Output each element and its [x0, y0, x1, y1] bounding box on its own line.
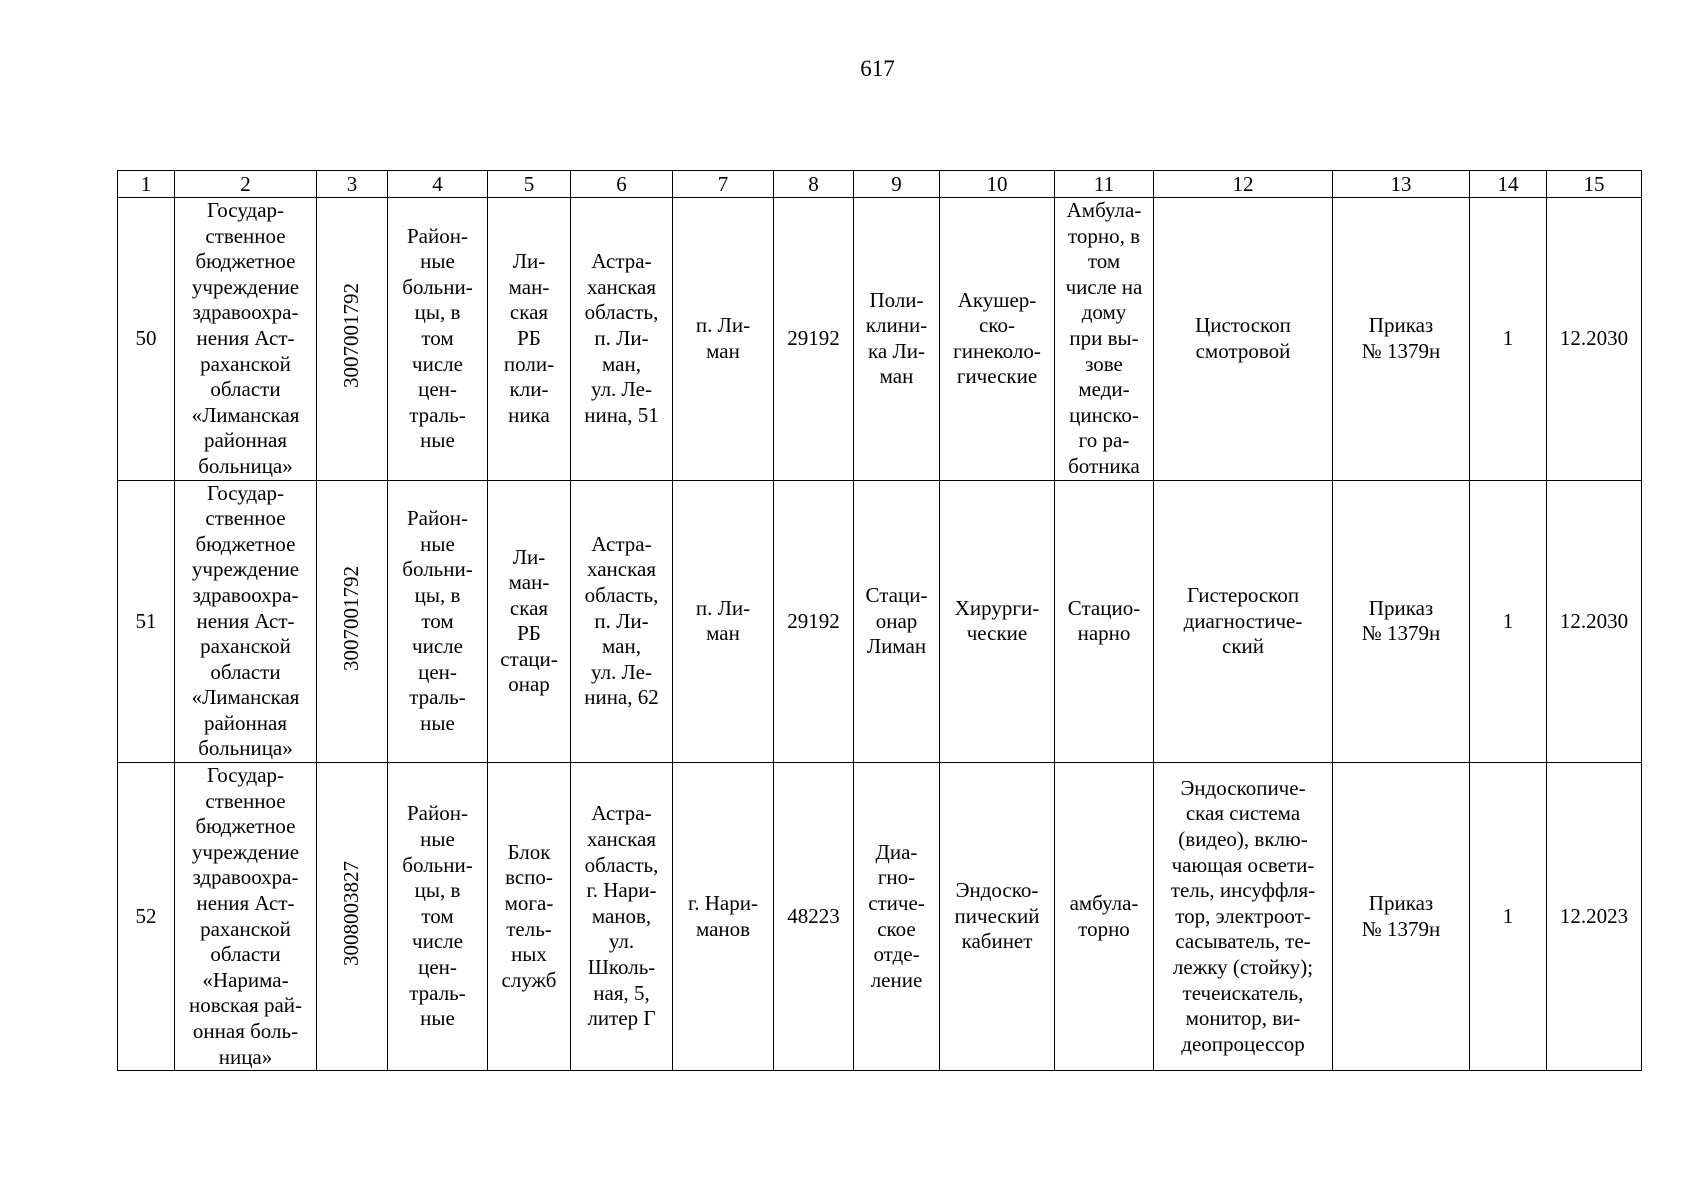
header-cell: 13: [1333, 171, 1470, 198]
cell-institution: Государ- ственное бюджетное учреждение здравоохра- нения Аст- раханской области «Нарима- новская рай- онная боль- ница»: [175, 763, 317, 1071]
cell-profile: Акушер- ско- гинеколо- гические: [940, 198, 1055, 481]
table-row: [118, 763, 1642, 1071]
header-cell: 2: [175, 171, 317, 198]
header-cell: 7: [673, 171, 774, 198]
cell-address: Астра- ханская область, п. Ли- ман, ул. Ле- нина, 62: [571, 480, 673, 763]
header-cell: 14: [1470, 171, 1547, 198]
cell-quantity: 1: [1470, 480, 1547, 763]
cell-code: [317, 480, 388, 763]
cell-unit: Блок вспо- мога- тель- ных служб: [488, 763, 571, 1071]
header-cell: 6: [571, 171, 673, 198]
cell-row-number: 50: [118, 198, 175, 481]
header-cell: 11: [1055, 171, 1154, 198]
cell-department: Поли- клини- ка Ли- ман: [854, 198, 940, 481]
header-cell: 9: [854, 171, 940, 198]
code-text: 3007001792: [339, 282, 364, 388]
cell-equipment: Эндоскопиче- ская система (видео), вклю- чающая освети- тель, инсуффля- тор, электрοот- сасыватель, те- лежку (стойку); течеискатель, монитор, ви- деопроцессор: [1154, 763, 1333, 1071]
cell-department: Стаци- онар Лиман: [854, 480, 940, 763]
equipment-table: [117, 170, 1642, 1071]
cell-row-number: 51: [118, 480, 175, 763]
cell-quantity: 1: [1470, 763, 1547, 1071]
cell-care-form: Амбула- торно, в том числе на дому при вы- зове меди- цинско- го ра- ботника: [1055, 198, 1154, 481]
header-cell: 1: [118, 171, 175, 198]
page-number: 617: [860, 56, 895, 81]
cell-address: Астра- ханская область, п. Ли- ман, ул. Ле- нина, 51: [571, 198, 673, 481]
table-header-row: [118, 171, 1642, 198]
cell-locality-code: 48223: [774, 763, 854, 1071]
code-text: 3008003827: [339, 860, 364, 966]
cell-profile: Хирурги- ческие: [940, 480, 1055, 763]
cell-category: Район- ные больни- цы, в том числе цен- траль- ные: [388, 763, 488, 1071]
cell-code: [317, 198, 388, 481]
cell-equipment: Цистоскоп смотровой: [1154, 198, 1333, 481]
cell-equipment: Гистероскоп диагностиче- ский: [1154, 480, 1333, 763]
cell-order: Приказ № 1379н: [1333, 763, 1470, 1071]
cell-order: Приказ № 1379н: [1333, 198, 1470, 481]
cell-locality-code: 29192: [774, 480, 854, 763]
cell-quantity: 1: [1470, 198, 1547, 481]
header-cell: 4: [388, 171, 488, 198]
cell-category: Район- ные больни- цы, в том числе цен- траль- ные: [388, 198, 488, 481]
code-text: 3007001792: [339, 565, 364, 671]
table-row: [118, 480, 1642, 763]
cell-order: Приказ № 1379н: [1333, 480, 1470, 763]
cell-locality: п. Ли- ман: [673, 198, 774, 481]
cell-code: [317, 763, 388, 1071]
cell-department: Диа- гно- стиче- ское отде- ление: [854, 763, 940, 1071]
cell-locality: г. Нари- манов: [673, 763, 774, 1071]
cell-row-number: 52: [118, 763, 175, 1071]
cell-institution: Государ- ственное бюджетное учреждение здравоохра- нения Аст- раханской области «Лиманская районная больница»: [175, 198, 317, 481]
header-cell: 3: [317, 171, 388, 198]
cell-unit: Ли- ман- ская РБ поли- кли- ника: [488, 198, 571, 481]
header-cell: 12: [1154, 171, 1333, 198]
cell-care-form: Стацио- нарно: [1055, 480, 1154, 763]
header-cell: 8: [774, 171, 854, 198]
cell-date: 12.2030: [1547, 198, 1642, 481]
header-cell: 15: [1547, 171, 1642, 198]
cell-care-form: амбула- торно: [1055, 763, 1154, 1071]
cell-unit: Ли- ман- ская РБ стаци- онар: [488, 480, 571, 763]
header-cell: 5: [488, 171, 571, 198]
cell-address: Астра- ханская область, г. Нари- манов, ул. Школь- ная, 5, литер Г: [571, 763, 673, 1071]
table-row: [118, 198, 1642, 481]
cell-date: 12.2030: [1547, 480, 1642, 763]
cell-date: 12.2023: [1547, 763, 1642, 1071]
header-cell: 10: [940, 171, 1055, 198]
cell-category: Район- ные больни- цы, в том числе цен- траль- ные: [388, 480, 488, 763]
cell-locality: п. Ли- ман: [673, 480, 774, 763]
cell-locality-code: 29192: [774, 198, 854, 481]
cell-profile: Эндоско- пический кабинет: [940, 763, 1055, 1071]
cell-institution: Государ- ственное бюджетное учреждение здравоохра- нения Аст- раханской области «Лиманская районная больница»: [175, 480, 317, 763]
